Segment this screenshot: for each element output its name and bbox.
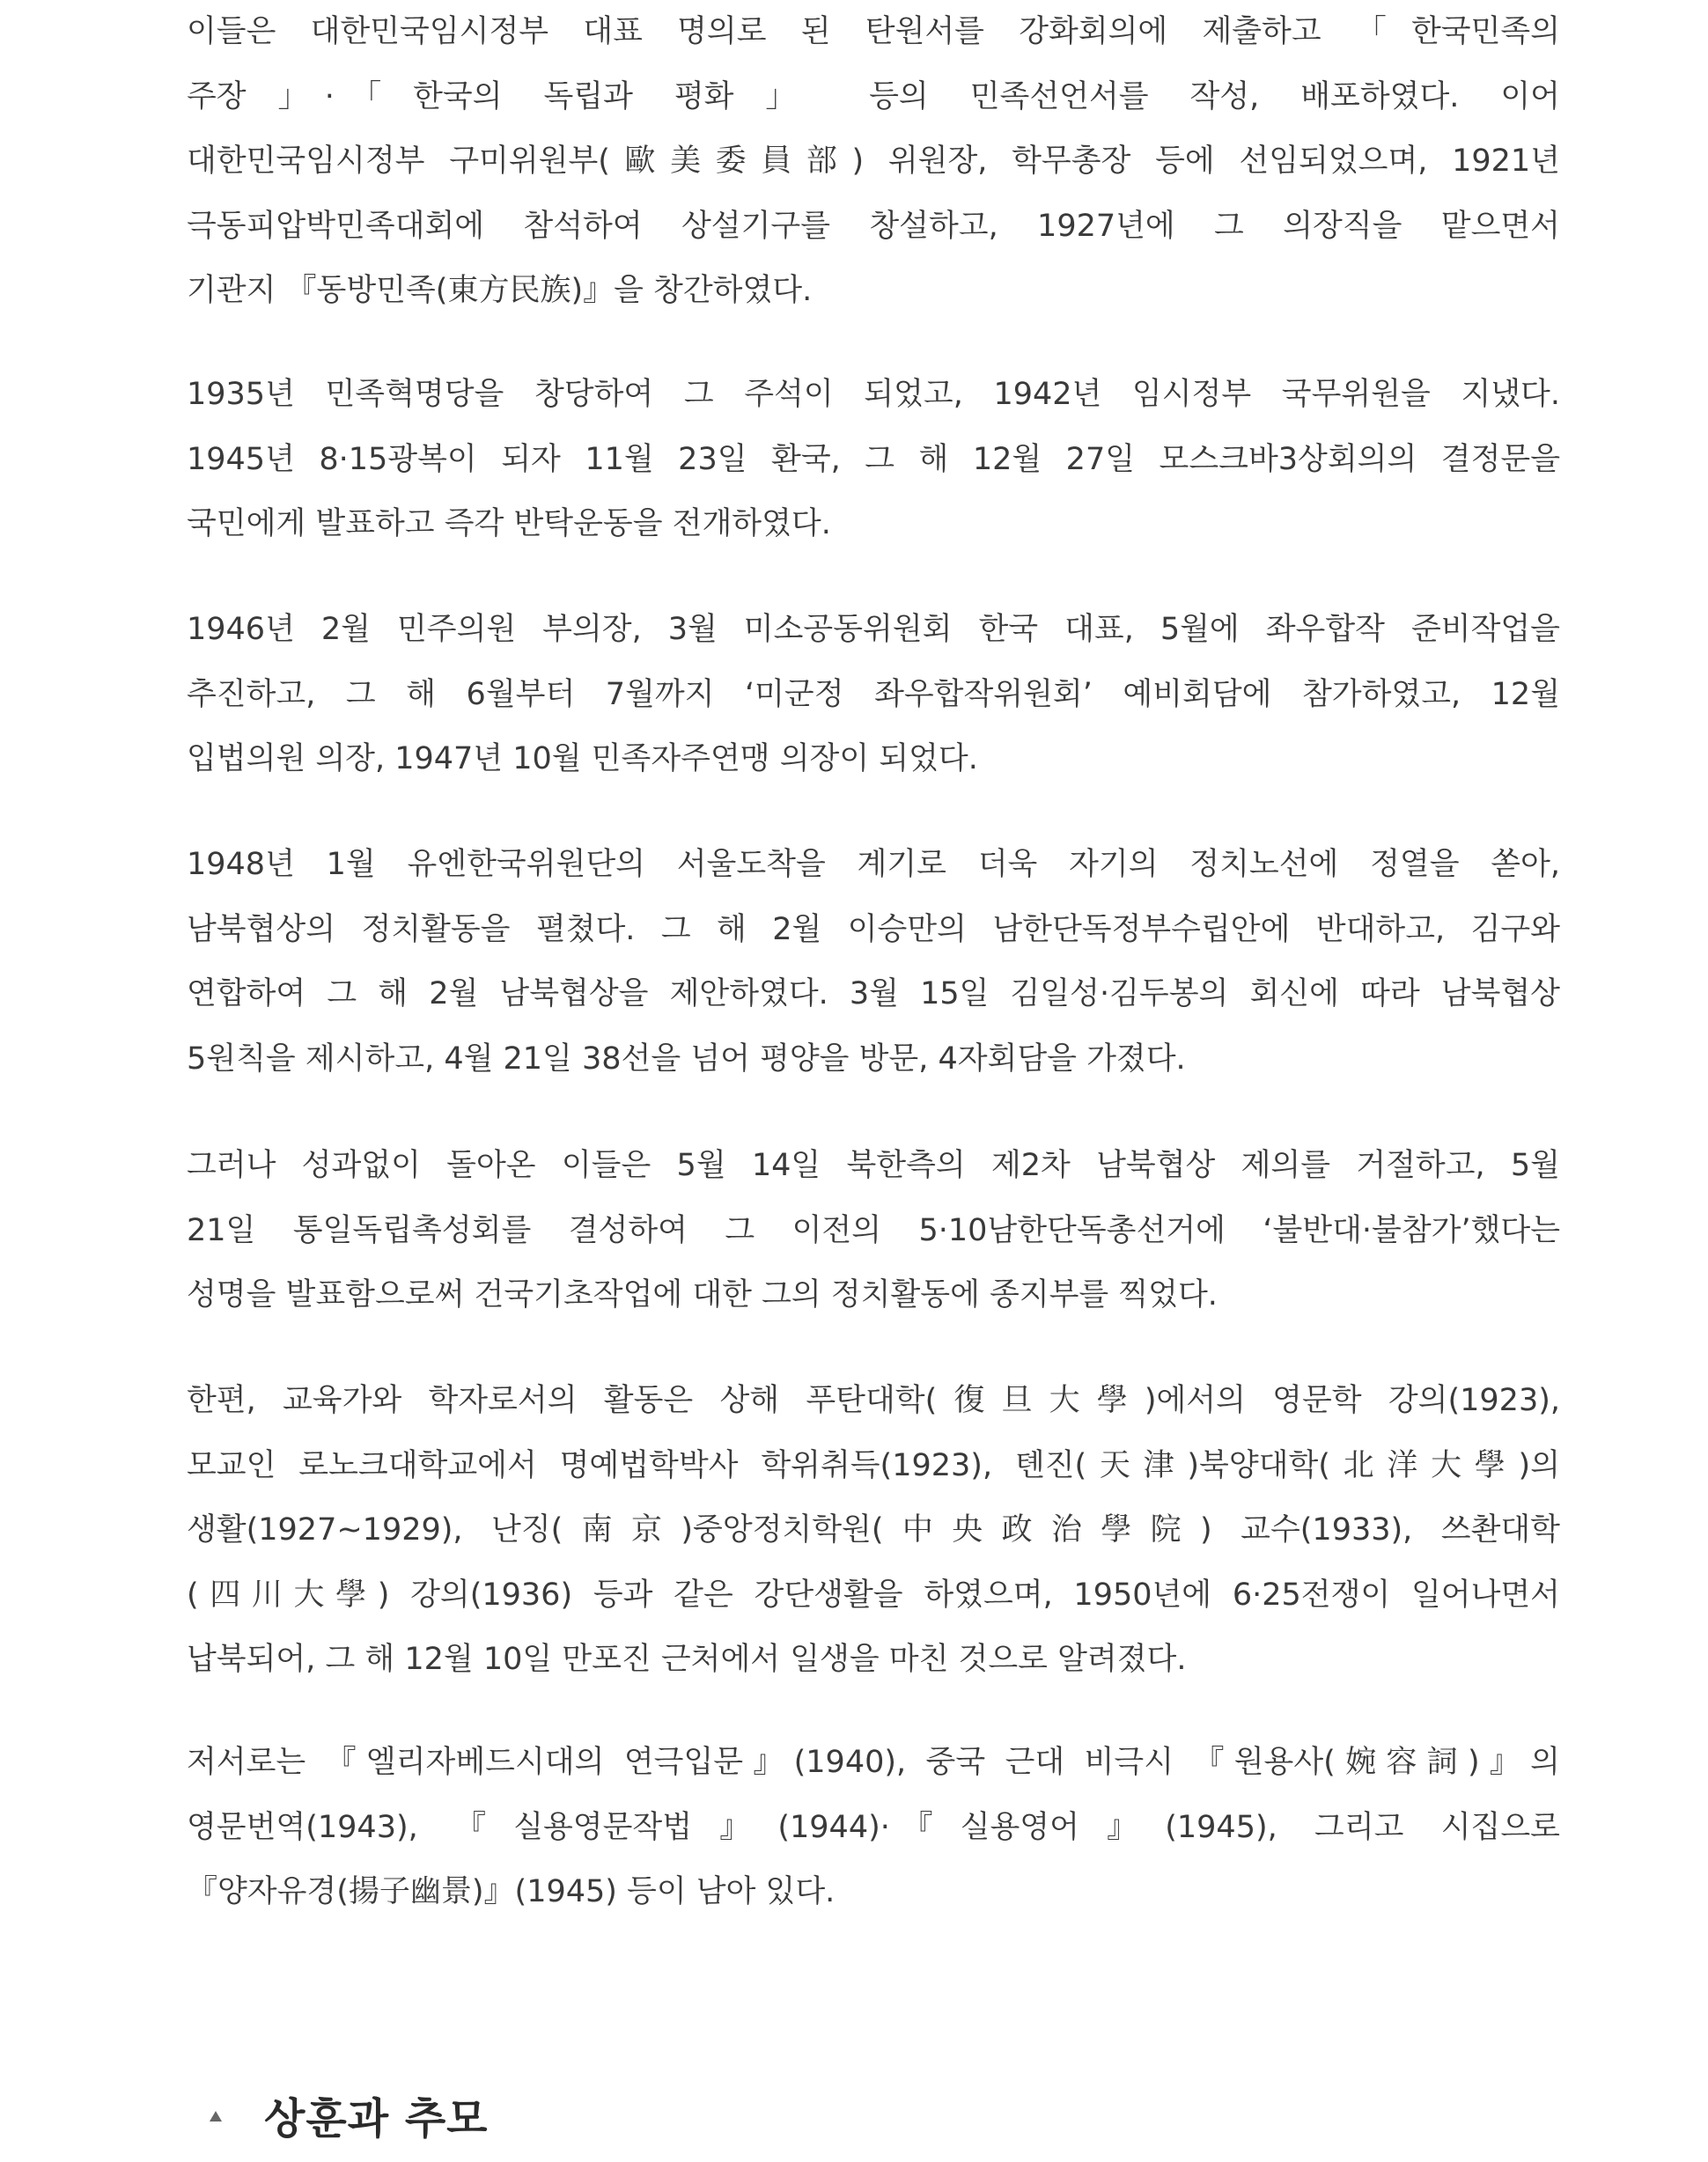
text-line: (四川大學) 강의(1936) 등과 같은 강단생활을 하였으며, 1950년에 6·25전쟁이 일어나면서 xyxy=(187,1577,1560,1613)
text-line: 이들은 대한민국임시정부 대표 명의로 된 탄원서를 강화회의에 제출하고 「한국민족의 xyxy=(187,14,1560,49)
paragraph-publications xyxy=(187,1731,1560,1925)
text-line: 주장」·「한국의 독립과 평화」 등의 민족선언서를 작성, 배포하였다. 이어 xyxy=(187,78,1560,114)
text-line: 성명을 발표함으로써 건국기초작업에 대한 그의 정치활동에 종지부를 찍었다. xyxy=(187,1277,1218,1313)
text-line: 『양자유경(揚子幽景)』(1945) 등이 남아 있다. xyxy=(187,1874,836,1909)
section-heading xyxy=(210,2079,489,2150)
paragraph-provisional-government xyxy=(187,0,1560,324)
text-line: 한편, 교육가와 학자로서의 활동은 상해 푸탄대학(復旦大學)에서의 영문학 강의(1923), xyxy=(187,1383,1560,1418)
text-line: 모교인 로노크대학교에서 명예법학박사 학위취득(1923), 톈진(天津)북양대학(北洋大學)의 xyxy=(187,1447,1560,1483)
text-line: 기관지 『동방민족(東方民族)』을 창간하였다. xyxy=(187,273,813,308)
paragraph-1935-1945 xyxy=(187,363,1560,557)
text-line: 추진하고, 그 해 6월부터 7월까지 ‘미군정 좌우합작위원회’ 예비회담에 참가하였고, 12월 xyxy=(187,676,1560,712)
text-line: 입법의원 의장, 1947년 10월 민족자주연맹 의장이 되었다. xyxy=(187,741,978,776)
paragraph-1946-1947 xyxy=(187,598,1560,792)
text-line: 납북되어, 그 해 12월 10일 만포진 근처에서 일생을 마친 것으로 알려졌다. xyxy=(187,1642,1187,1677)
paragraph-return xyxy=(187,1134,1560,1328)
paragraph-1948 xyxy=(187,833,1560,1092)
text-line: 1945년 8·15광복이 되자 11월 23일 환국, 그 해 12월 27일 모스크바3상회의의 결정문을 xyxy=(187,441,1560,477)
text-line: 저서로는 『엘리자베드시대의 연극입문』(1940), 중국 근대 비극시 『원용사(婉容詞)』의 xyxy=(187,1745,1560,1780)
text-line: 대한민국임시정부 구미위원부(歐美委員部) 위원장, 학무총장 등에 선임되었으며, 1921년 xyxy=(187,143,1560,179)
triangle-bullet-icon xyxy=(210,2111,222,2122)
paragraph-education xyxy=(187,1369,1560,1693)
text-line: 그러나 성과없이 돌아온 이들은 5월 14일 북한측의 제2차 남북협상 제의를 거절하고, 5월 xyxy=(187,1148,1560,1183)
text-line: 국민에게 발표하고 즉각 반탁운동을 전개하였다. xyxy=(187,506,831,541)
text-line: 연합하여 그 해 2월 남북협상을 제안하였다. 3월 15일 김일성·김두봉의 회신에 따라 남북협상 xyxy=(187,976,1560,1011)
text-line: 1946년 2월 민주의원 부의장, 3월 미소공동위원회 한국 대표, 5월에 좌우합작 준비작업을 xyxy=(187,612,1560,647)
text-line: 극동피압박민족대회에 참석하여 상설기구를 창설하고, 1927년에 그 의장직을 맡으면서 xyxy=(187,208,1560,244)
text-line: 21일 통일독립촉성회를 결성하여 그 이전의 5·10남한단독총선거에 ‘불반대·불참가’했다는 xyxy=(187,1212,1560,1248)
text-line: 1935년 민족혁명당을 창당하여 그 주석이 되었고, 1942년 임시정부 국무위원을 지냈다. xyxy=(187,377,1560,412)
text-line: 생활(1927~1929), 난징(南京)중앙정치학원(中央政治學院) 교수(1933), 쓰촨대학 xyxy=(187,1512,1560,1548)
text-line: 영문번역(1943), 『실용영문작법』(1944)·『실용영어』(1945), 그리고 시집으로 xyxy=(187,1809,1560,1845)
section-heading-text: 상훈과 추모 xyxy=(264,2093,489,2144)
text-line: 남북협상의 정치활동을 펼쳤다. 그 해 2월 이승만의 남한단독정부수립안에 반대하고, 김구와 xyxy=(187,911,1560,947)
text-line: 5원칙을 제시하고, 4월 21일 38선을 넘어 평양을 방문, 4자회담을 가졌다. xyxy=(187,1041,1186,1077)
text-line: 1948년 1월 유엔한국위원단의 서울도착을 계기로 더욱 자기의 정치노선에 정열을 쏟아, xyxy=(187,847,1560,882)
